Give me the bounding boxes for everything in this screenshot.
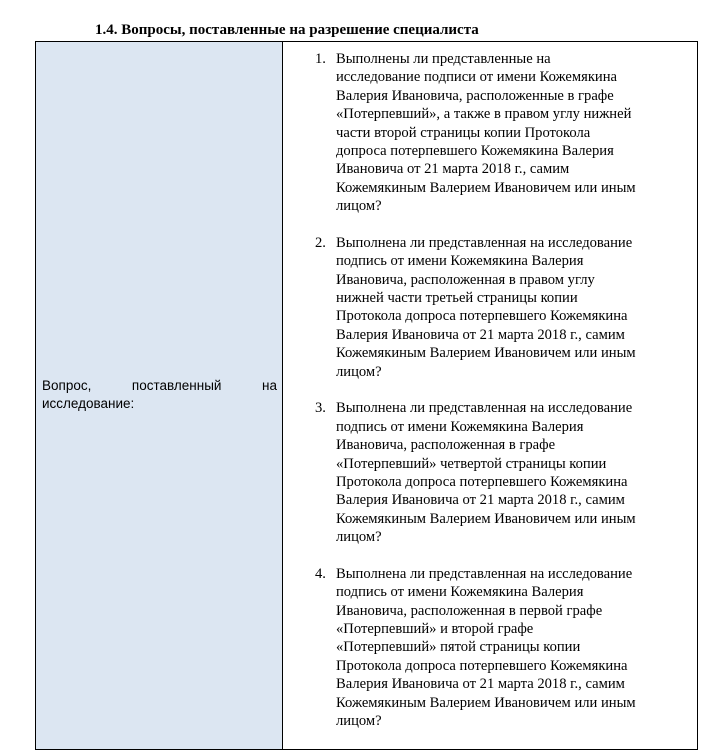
- question-number: 4.: [315, 565, 326, 582]
- question-number: 2.: [315, 234, 326, 251]
- question-text: Выполнены ли представленные на исследование подписи от имени Кожемякина Валерия Ивановича, расположенные в графе «Потерпевший», а также в правом углу нижней части второй страницы копии Протокола допроса потерпевшего Кожемякина Валерия Ивановича от 21 марта 2018 г., самим Кожемякиным Валерием Ивановичем или иным лицом?: [336, 51, 636, 215]
- section-heading: 1.4. Вопросы, поставленные на разрешение специалиста: [95, 22, 479, 38]
- table-row: [36, 42, 698, 750]
- question-item: [283, 50, 685, 216]
- question-item: [283, 399, 685, 546]
- question-number: 3.: [315, 400, 326, 417]
- question-item: [283, 234, 685, 381]
- question-text: Выполнена ли представленная на исследование подпись от имени Кожемякина Валерия Ивановича, расположенная в первой графе «Потерпевший» и второй графе «Потерпевший» пятой страницы копии Протокола допроса потерпевшего Кожемякина Валерия Ивановича от 21 марта 2018 г., самим Кожемякиным Валерием Ивановичем или иным лицом?: [336, 565, 636, 729]
- label-cell: [36, 42, 283, 750]
- question-number: 1.: [315, 51, 326, 67]
- label-text: Вопрос, поставленный на исследование:: [42, 378, 277, 412]
- questions-table: [35, 41, 698, 750]
- question-list: [283, 42, 697, 730]
- question-item: [283, 565, 685, 731]
- question-text: Выполнена ли представленная на исследование подпись от имени Кожемякина Валерия Ивановича, расположенная в графе «Потерпевший» четвертой страницы копии Протокола допроса потерпевшего Кожемякина Валерия Ивановича от 21 марта 2018 г., самим Кожемякиным Валерием Ивановичем или иным лицом?: [336, 400, 636, 546]
- questions-cell: [283, 42, 698, 750]
- question-text: Выполнена ли представленная на исследование подпись от имени Кожемякина Валерия Ивановича, расположенная в правом углу нижней части третьей страницы копии Протокола допроса потерпевшего Кожемякина Валерия Ивановича от 21 марта 2018 г., самим Кожемякиным Валерием Ивановичем или иным лицом?: [336, 234, 636, 380]
